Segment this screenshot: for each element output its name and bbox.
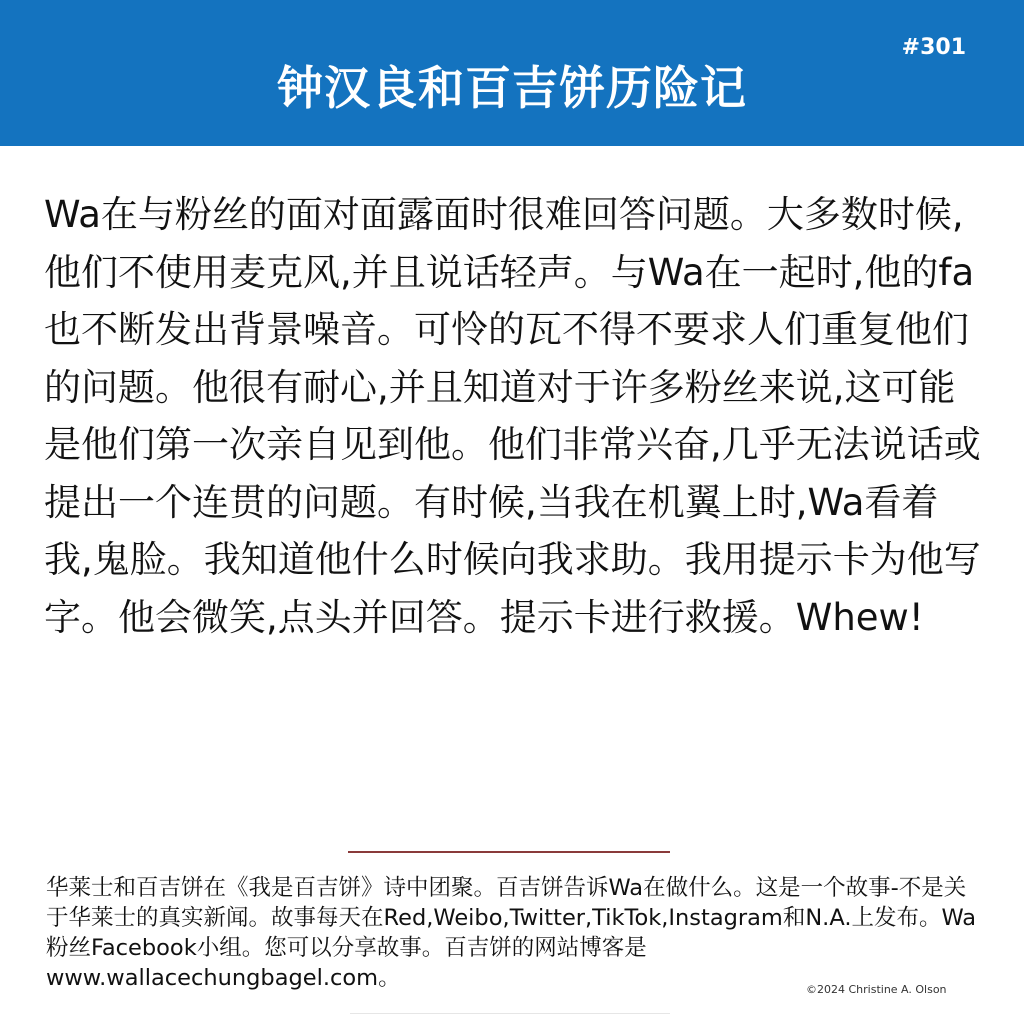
copyright-notice: ©2024 Christine A. Olson xyxy=(806,983,947,996)
story-text: Wa在与粉丝的面对面露面时很难回答问题。大多数时候,他们不使用麦克风,并且说话轻声。与Wa在一起时,他的fa也不断发出背景噪音。可怜的瓦不得不要求人们重复他们的问题。他很有耐心,并且知道对于许多粉丝来说,这可能是他们第一次亲自见到他。他们非常兴奋,几乎无法说话或提出一个连贯的问题。有时候,当我在机翼上时,Wa看着我,鬼脸。我知道他什么时候向我求助。我用提示卡为他写字。他会微笑,点头并回答。提示卡进行救援。Whew! xyxy=(44,193,981,639)
page-title: 钟汉良和百吉饼历险记 xyxy=(277,61,747,115)
bottom-divider xyxy=(350,1013,670,1014)
divider xyxy=(348,851,670,853)
header-banner xyxy=(0,0,1024,146)
episode-number: #301 xyxy=(901,35,966,60)
footnote-text: 华莱士和百吉饼在《我是百吉饼》诗中团聚。百吉饼告诉Wa在做什么。这是一个故事-不是关于华莱士的真实新闻。故事每天在Red,Weibo,Twitter,TikTok,Instagram和N.A.上发布。Wa粉丝Facebook小组。您可以分享故事。百吉饼的网站博客是www.wallacechungbagel.com。 xyxy=(46,875,977,991)
